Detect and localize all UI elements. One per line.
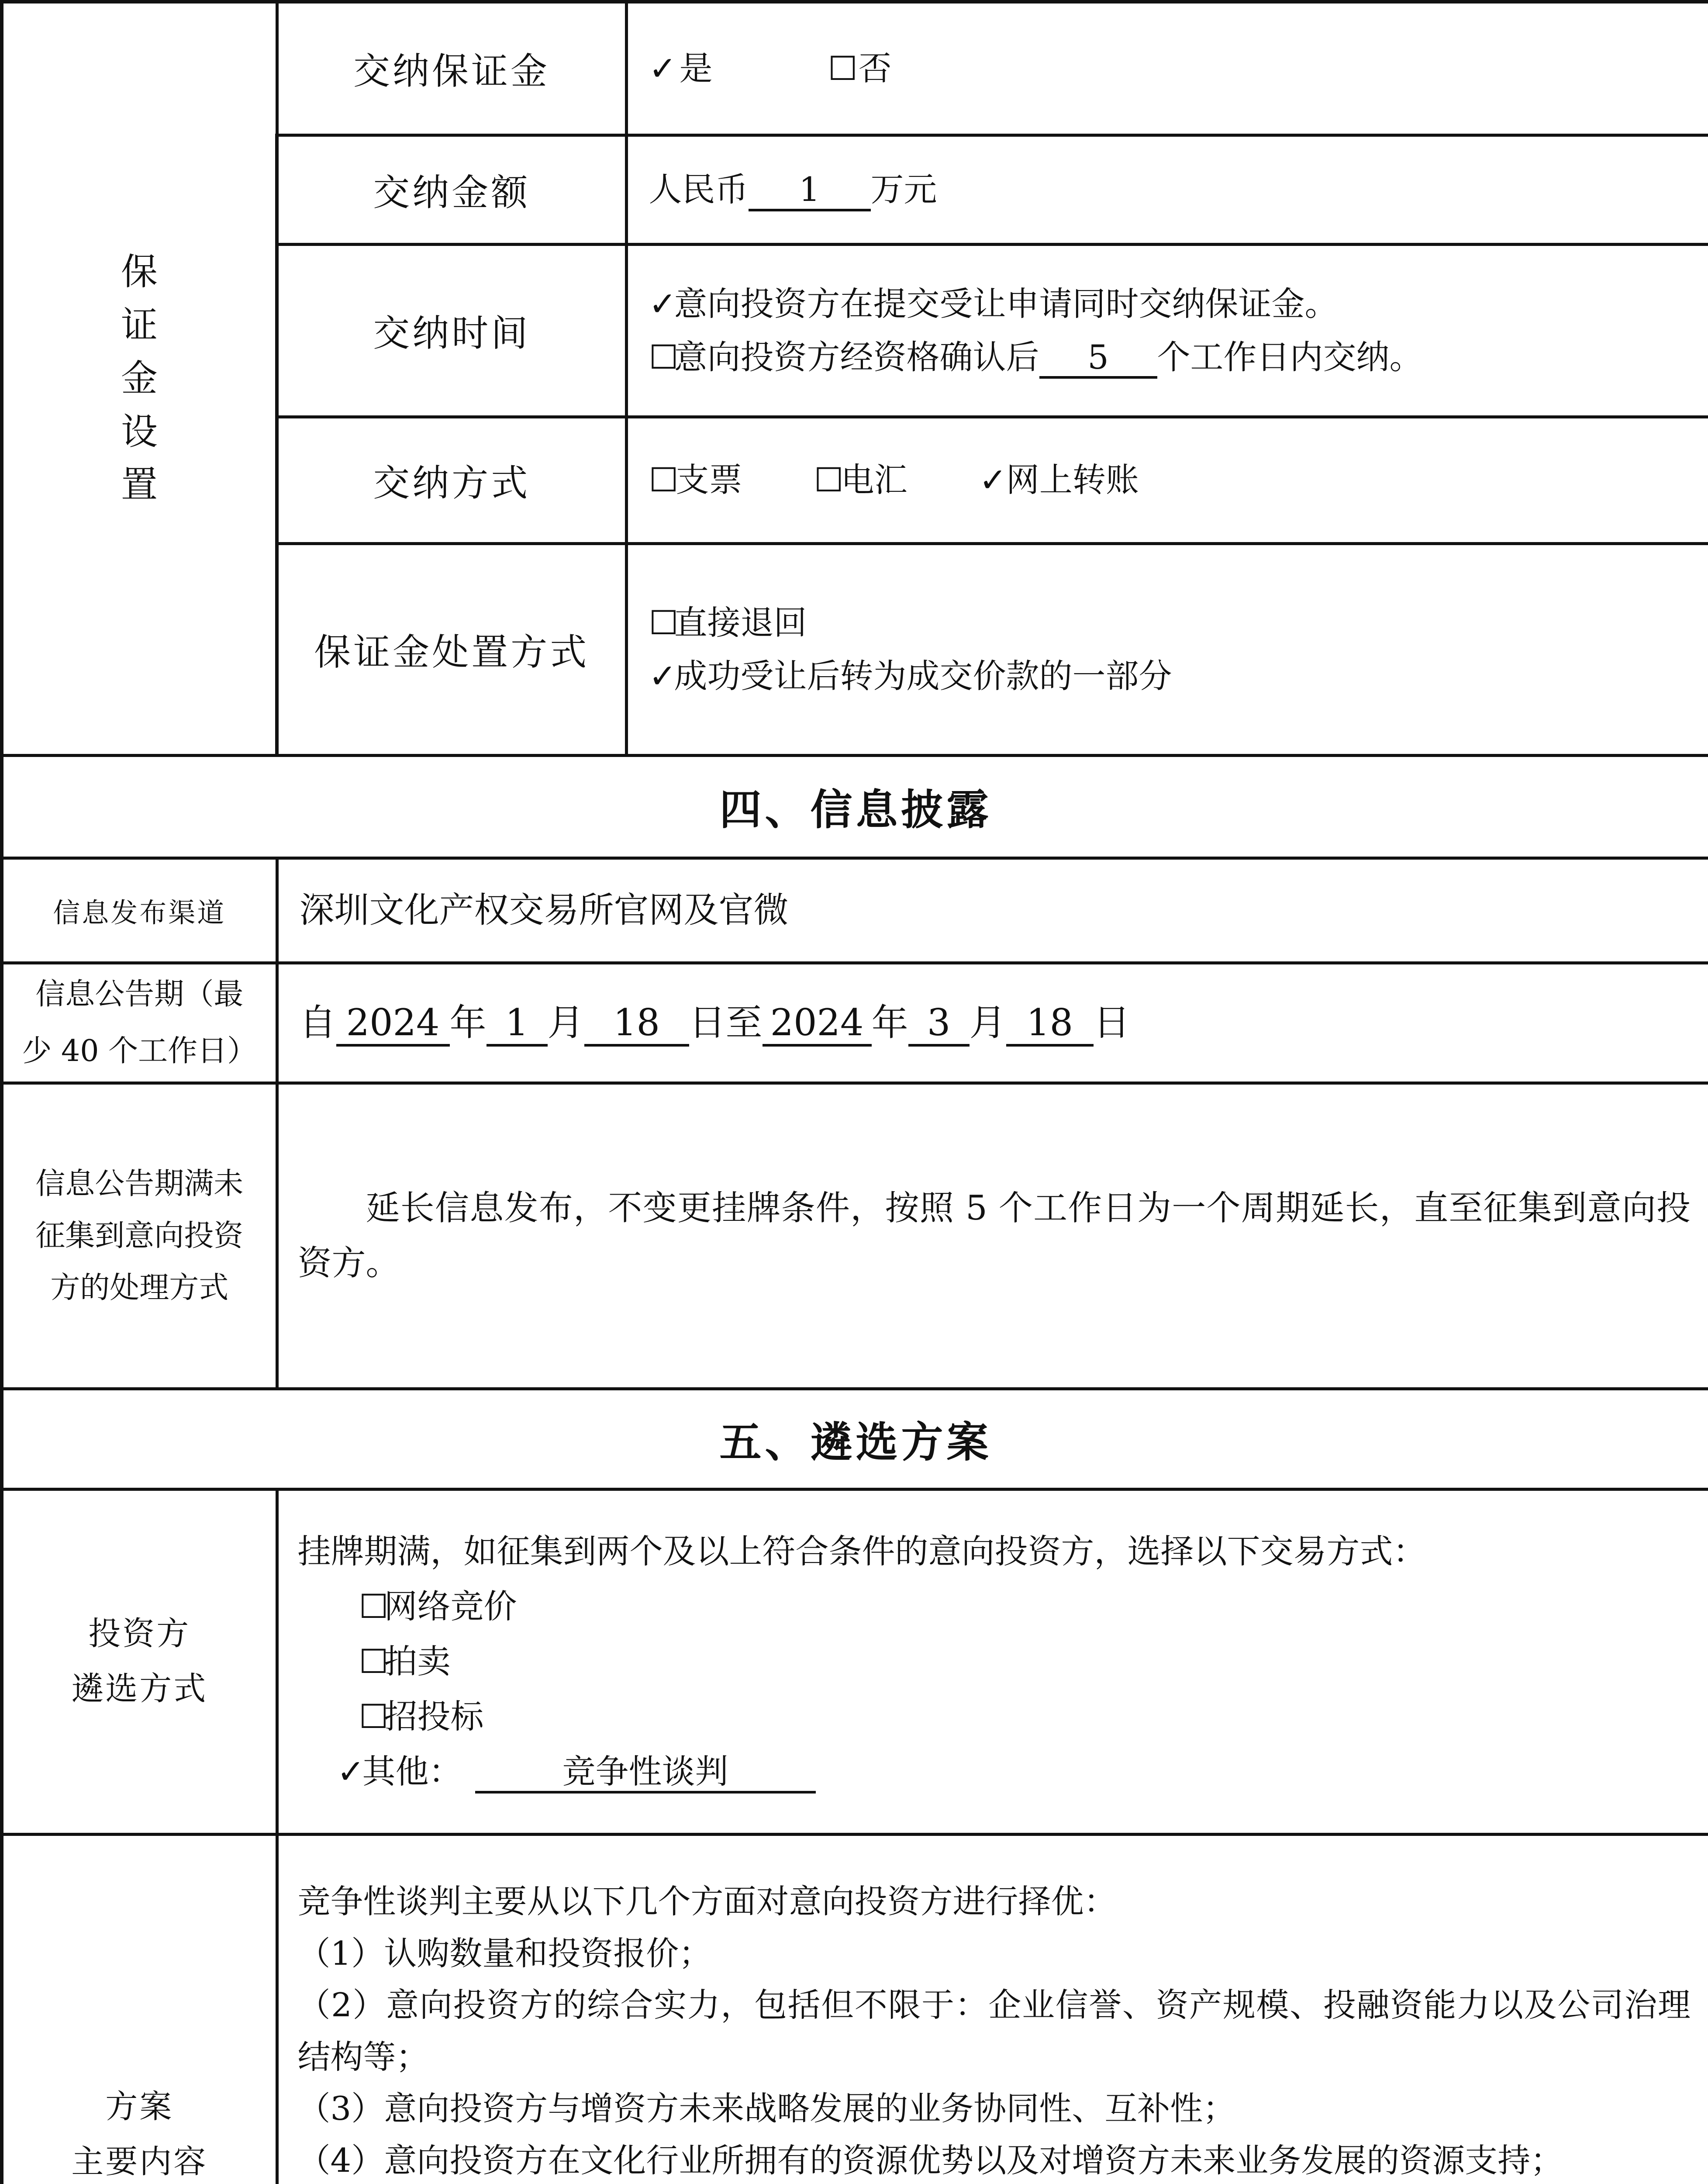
section4-title: 四、信息披露: [2, 755, 1708, 858]
day-start: 18: [584, 1002, 689, 1046]
checkbox-empty-icon: ☐: [828, 48, 858, 88]
pay-time-option-1[interactable]: ✓意向投资方在提交受让申请同时交纳保证金。: [649, 277, 1693, 331]
plan-line: 竞争性谈判主要从以下几个方面对意向投资方进行择优：: [297, 1882, 1117, 1921]
channel-label: 信息发布渠道: [2, 858, 277, 963]
check-icon: ✓: [649, 284, 677, 323]
plan-line: （4）意向投资方在文化行业所拥有的资源优势以及对增资方未来业务发展的资源支持；: [297, 2141, 1563, 2180]
option-cheque[interactable]: ☐支票: [649, 453, 742, 507]
checkbox-empty-icon: ☐: [649, 603, 679, 642]
expire-row: [2, 1083, 1708, 1389]
checkbox-empty-icon: ☐: [359, 1641, 389, 1681]
disposal-label: 保证金处置方式: [277, 543, 626, 755]
pay-deposit-label: 交纳保证金: [277, 2, 626, 135]
check-icon: ✓: [979, 460, 1007, 500]
other-underline: 竞争性谈判: [475, 1753, 816, 1794]
option-wire[interactable]: ☐电汇: [814, 453, 907, 507]
method-value: [277, 1489, 1708, 1834]
day-end: 18: [1006, 1002, 1094, 1046]
channel-row: [2, 858, 1708, 963]
plan-line: （2）意向投资方的综合实力，包括但不限于：企业信誉、资产规模、投融资能力以及公司治理结构等；: [297, 1986, 1691, 2076]
plan-row: [2, 1834, 1708, 2184]
check-icon: ✓: [649, 48, 677, 88]
amount-underline: 1: [749, 171, 871, 211]
year-start: 2024: [336, 1002, 450, 1046]
period-row: [2, 963, 1708, 1083]
expire-value: 延长信息发布，不变更挂牌条件，按照 5 个工作日为一个周期延长，直至征集到意向投资方。: [277, 1083, 1708, 1389]
year-end: 2024: [763, 1002, 872, 1046]
pay-time-label: 交纳时间: [277, 244, 626, 417]
plan-line: （3）意向投资方与增资方未来战略发展的业务协同性、互补性；: [297, 2089, 1236, 2128]
period-label: 信息公告期（最 少 40 个工作日）: [2, 963, 277, 1083]
checkbox-empty-icon: ☐: [649, 460, 679, 500]
method-intro: 挂牌期满，如征集到两个及以上符合条件的意向投资方，选择以下交易方式：: [297, 1531, 1426, 1571]
check-icon: ✓: [649, 656, 677, 695]
plan-value: [277, 1834, 1708, 2184]
check-icon: ✓: [337, 1752, 365, 1791]
method-row: [2, 1489, 1708, 1834]
pay-amount-label: 交纳金额: [277, 135, 626, 244]
disposal-option-convert[interactable]: ✓成功受让后转为成交价款的一部分: [649, 650, 1693, 703]
expire-label: 信息公告期满未 征集到意向投资 方的处理方式: [2, 1083, 277, 1389]
disposal-value: [626, 543, 1708, 755]
month-end: 3: [908, 1002, 970, 1046]
days-underline: 5: [1039, 339, 1157, 379]
plan-label: 方案 主要内容: [2, 1834, 277, 2184]
month-start: 1: [487, 1002, 548, 1046]
pay-time-value: [626, 244, 1708, 417]
checkbox-empty-icon: ☐: [814, 460, 844, 500]
deposit-row-pay-deposit: [2, 2, 1708, 135]
method-label: 投资方 遴选方式: [2, 1489, 277, 1834]
channel-value: 深圳文化产权交易所官网及官微: [277, 858, 1708, 963]
disposal-option-return[interactable]: ☐直接退回: [649, 596, 1693, 650]
option-yes[interactable]: ✓是: [649, 42, 713, 95]
pay-method-options: [626, 417, 1708, 543]
pay-deposit-options: [626, 2, 1708, 135]
checkbox-empty-icon: ☐: [359, 1586, 389, 1626]
method-option-auction[interactable]: ☐拍卖: [298, 1634, 1691, 1689]
pay-method-label: 交纳方式: [277, 417, 626, 543]
period-value: 自 2024 年 1 月 18 日至 2024 年 3 月 18 日: [277, 963, 1708, 1083]
method-option-other[interactable]: ✓其他： 竞争性谈判: [298, 1744, 1691, 1799]
checkbox-empty-icon: ☐: [649, 337, 679, 377]
section5-title: 五、遴选方案: [2, 1389, 1708, 1489]
method-option-tender[interactable]: ☐招投标: [298, 1689, 1691, 1744]
option-no[interactable]: ☐否: [828, 42, 892, 95]
deposit-section-label: 保 证 金 设 置: [2, 2, 277, 755]
option-online[interactable]: ✓网上转账: [979, 453, 1139, 507]
checkbox-empty-icon: ☐: [359, 1697, 389, 1736]
section4-heading-row: [2, 755, 1708, 858]
section5-heading-row: [2, 1389, 1708, 1489]
pay-amount-value: 人民币 1 万元: [626, 135, 1708, 244]
plan-line: （1）认购数量和投资报价；: [297, 1934, 712, 1973]
pay-time-option-2[interactable]: ☐意向投资方经资格确认后 5 个工作日内交纳。: [649, 331, 1693, 384]
method-option-auction-online[interactable]: ☐网络竞价: [298, 1579, 1691, 1634]
